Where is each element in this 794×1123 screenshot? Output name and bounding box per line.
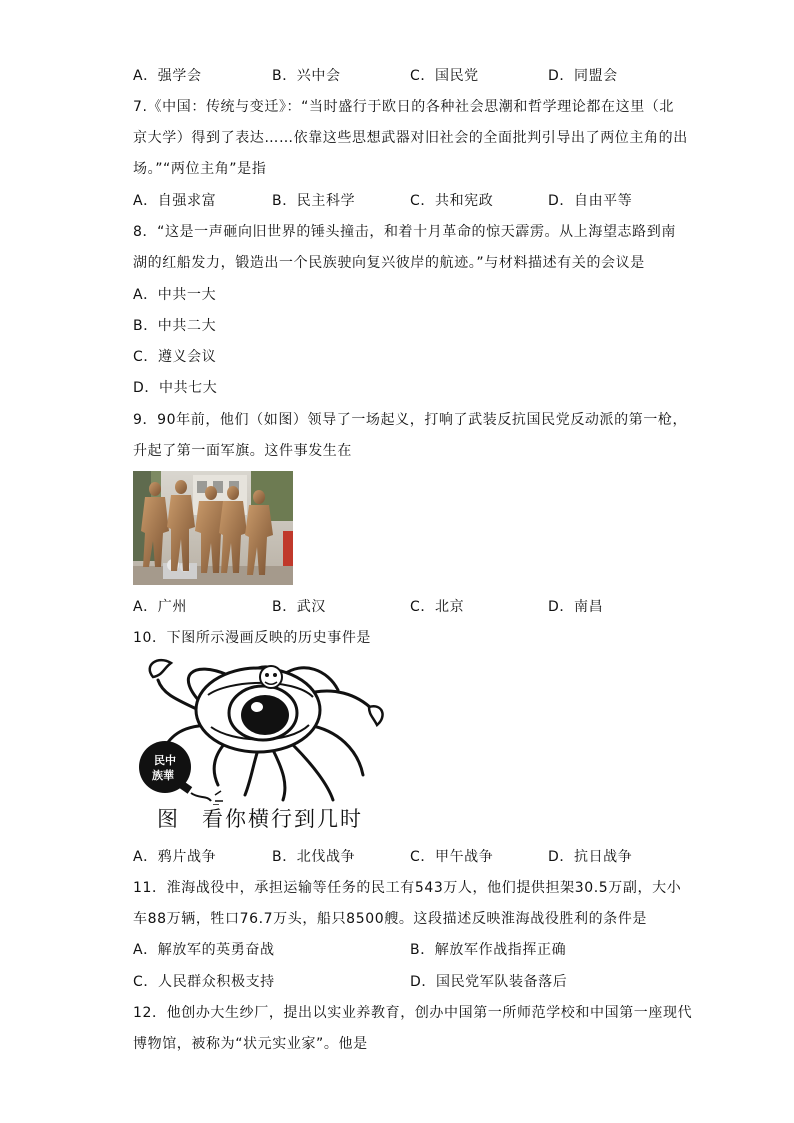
q10-stem-line: 10．下图所示漫画反映的历史事件是: [133, 630, 372, 646]
q7-stem-line: 场。”“两位主角”是指: [133, 161, 267, 177]
q7-stem-line: 7.《中国：传统与变迁》：“当时盛行于欧日的各种社会思潮和哲学理论都在这里（北: [133, 99, 675, 115]
q11-option-d[interactable]: D．国民党军队装备落后: [410, 974, 568, 990]
q9-stem-line: 升起了第一面军旗。这件事发生在: [133, 443, 352, 459]
q7-option-d[interactable]: D．自由平等: [548, 193, 633, 209]
q10-option-b[interactable]: B．北伐战争: [272, 849, 356, 865]
q7-option-b[interactable]: B．民主科学: [272, 193, 356, 209]
cartoon-caption-fig: 图: [157, 807, 180, 831]
q11-stem-line: 11．淮海战役中，承担运输等任务的民工有543万人，他们提供担架30.5万副，大小: [133, 880, 682, 896]
q11-option-a[interactable]: A．解放军的英勇奋战: [133, 942, 275, 958]
q8-stem-line: 湖的红船发力，锻造出一个民族驶向复兴彼岸的航迹。”与材料描述有关的会议是: [133, 255, 645, 271]
q6-option-d[interactable]: D．同盟会: [548, 68, 618, 84]
q7-option-a[interactable]: A．自强求富: [133, 193, 217, 209]
q9-option-a[interactable]: A．广州: [133, 599, 187, 615]
statue-photo: [133, 471, 293, 585]
q12-stem-line: 博物馆，被称为“状元实业家”。他是: [133, 1036, 368, 1052]
q9-option-c[interactable]: C．北京: [410, 599, 465, 615]
q8-stem-line: 8．“这是一声砸向旧世界的锤头撞击，和着十月革命的惊天霹雳。从上海望志路到南: [133, 224, 676, 240]
q11-option-b[interactable]: B．解放军作战指挥正确: [410, 942, 567, 958]
q10-option-c[interactable]: C．甲午战争: [410, 849, 494, 865]
q8-option-d[interactable]: D．中共七大: [133, 380, 218, 396]
q8-option-c[interactable]: C．遵义会议: [133, 349, 217, 365]
bomb-text-2: 族華: [152, 769, 174, 782]
q9-stem-line: 9．90年前，他们（如图）领导了一场起义，打响了武装反抗国民党反动派的第一枪，: [133, 412, 688, 428]
q11-stem-line: 车88万辆，牲口76.7万头，船只8500艘。这段描述反映淮海战役胜利的条件是: [133, 911, 648, 927]
q8-option-b[interactable]: B．中共二大: [133, 318, 217, 334]
q10-option-d[interactable]: D．抗日战争: [548, 849, 633, 865]
q6-option-a[interactable]: A．强学会: [133, 68, 202, 84]
q9-option-b[interactable]: B．武汉: [272, 599, 327, 615]
q9-option-d[interactable]: D．南昌: [548, 599, 604, 615]
q12-stem-line: 12．他创办大生纱厂，提出以实业养教育，创办中国第一所师范学校和中国第一座现代: [133, 1005, 693, 1021]
q7-stem-line: 京大学）得到了表达……依靠这些思想武器对旧社会的全面批判引导出了两位主角的出: [133, 130, 688, 146]
bomb-text-1: 民中: [154, 754, 176, 767]
cartoon-caption: [157, 805, 363, 833]
q11-option-c[interactable]: C．人民群众积极支持: [133, 974, 275, 990]
q6-option-c[interactable]: C．国民党: [410, 68, 479, 84]
q6-option-b[interactable]: B．兴中会: [272, 68, 341, 84]
cartoon-caption-text: 看你横行到几时: [202, 807, 363, 831]
q10-option-a[interactable]: A．鸦片战争: [133, 849, 217, 865]
q8-option-a[interactable]: A．中共一大: [133, 287, 217, 303]
statue-illustration: [133, 471, 293, 585]
q7-option-c[interactable]: C．共和宪政: [410, 193, 494, 209]
crab-cartoon-illustration: [133, 655, 388, 805]
